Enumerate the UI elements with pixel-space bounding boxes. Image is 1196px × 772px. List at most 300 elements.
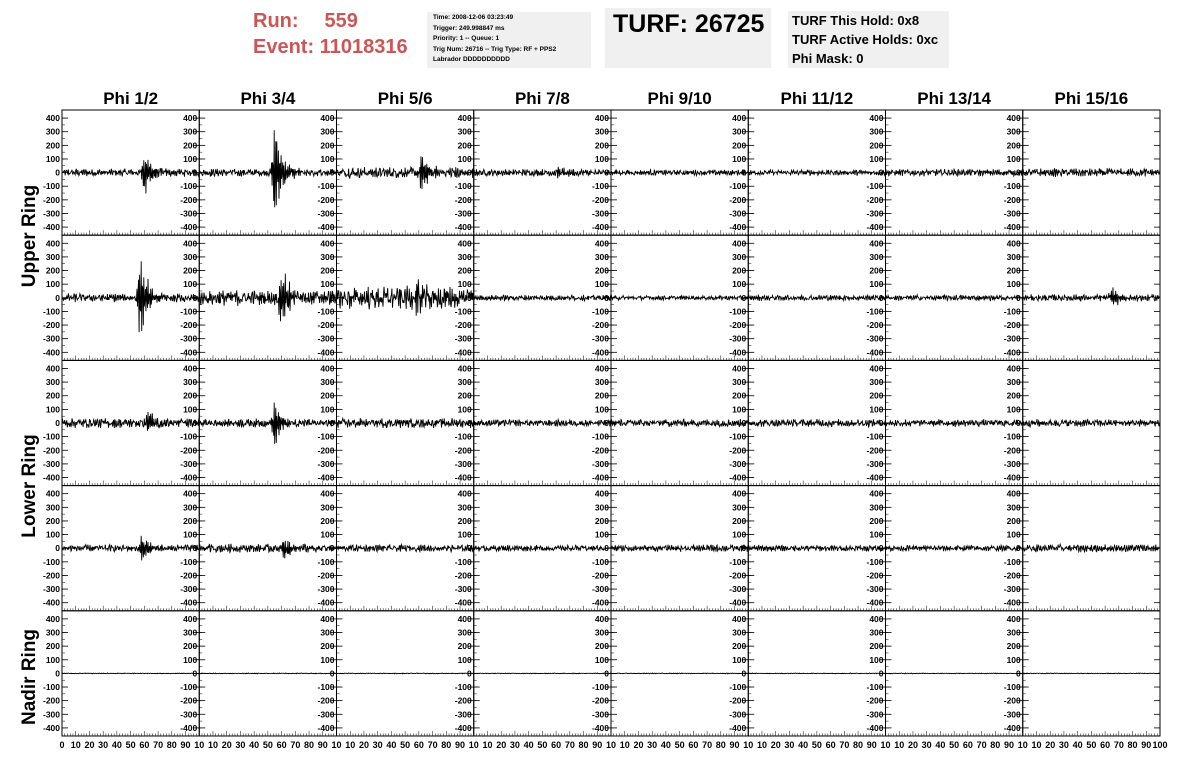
y-tick-label: -300 bbox=[866, 333, 884, 344]
y-tick-label: 0 bbox=[329, 292, 335, 303]
y-tick-label: 400 bbox=[457, 238, 472, 249]
y-tick-label: -100 bbox=[1003, 181, 1021, 192]
y-tick-label: 0 bbox=[192, 167, 198, 178]
x-tick-label: 10 bbox=[1017, 740, 1028, 750]
waveform-trace bbox=[611, 673, 748, 674]
y-tick-label: 400 bbox=[1006, 238, 1021, 249]
x-tick-label: 40 bbox=[1072, 740, 1083, 750]
y-tick-label: 400 bbox=[869, 238, 884, 249]
column-header: Phi 5/6 bbox=[377, 89, 433, 108]
x-tick-label: 80 bbox=[166, 740, 177, 750]
x-tick-label: 80 bbox=[715, 740, 726, 750]
y-tick-label: 100 bbox=[457, 529, 472, 540]
y-tick-label: 200 bbox=[183, 140, 198, 151]
y-tick-label: 400 bbox=[1006, 113, 1021, 124]
y-tick-label: 100 bbox=[594, 279, 609, 290]
y-tick-label: -200 bbox=[729, 695, 747, 706]
y-tick-label: 200 bbox=[732, 641, 747, 652]
waveform-trace bbox=[199, 673, 336, 674]
x-tick-label: 20 bbox=[907, 740, 918, 750]
y-tick-label: 100 bbox=[869, 153, 884, 164]
x-tick-label: 90 bbox=[1004, 740, 1015, 750]
y-tick-label: 100 bbox=[45, 279, 60, 290]
y-tick-label: 400 bbox=[457, 613, 472, 624]
y-tick-label: -400 bbox=[180, 472, 198, 483]
waveform-trace bbox=[1023, 419, 1160, 427]
y-tick-label: 300 bbox=[594, 126, 609, 137]
y-tick-label: -300 bbox=[1003, 458, 1021, 469]
y-tick-label: 100 bbox=[183, 654, 198, 665]
y-tick-label: 400 bbox=[732, 613, 747, 624]
x-tick-label: 20 bbox=[770, 740, 781, 750]
waveform-trace bbox=[62, 261, 199, 332]
x-tick-label: 50 bbox=[674, 740, 685, 750]
y-tick-label: 400 bbox=[869, 113, 884, 124]
y-tick-label: -400 bbox=[1003, 472, 1021, 483]
y-tick-label: -400 bbox=[42, 472, 60, 483]
y-tick-label: -400 bbox=[317, 722, 335, 733]
y-tick-label: -200 bbox=[42, 320, 60, 331]
y-tick-label: 0 bbox=[741, 543, 747, 554]
y-tick-label: 300 bbox=[1006, 627, 1021, 638]
y-tick-label: -300 bbox=[591, 458, 609, 469]
y-tick-label: -300 bbox=[42, 709, 60, 720]
y-tick-label: -400 bbox=[454, 472, 472, 483]
y-tick-label: 300 bbox=[1006, 502, 1021, 513]
ring-label-upper: Upper Ring bbox=[19, 184, 40, 288]
y-tick-label: -200 bbox=[42, 194, 60, 205]
y-tick-label: 0 bbox=[741, 418, 747, 428]
y-tick-label: 100 bbox=[183, 404, 198, 415]
y-tick-label: 0 bbox=[604, 292, 609, 303]
y-tick-label: 0 bbox=[878, 292, 884, 303]
info-trignum: Trig Num: 26716 -- Trig Type: RF + PPS2 bbox=[433, 45, 557, 53]
column-header: Phi 9/10 bbox=[647, 89, 712, 108]
x-tick-label: 10 bbox=[756, 740, 767, 750]
waveform-trace bbox=[62, 412, 199, 431]
y-tick-label: 300 bbox=[183, 627, 198, 638]
waveform-trace bbox=[611, 167, 748, 178]
y-tick-label: 0 bbox=[55, 167, 60, 178]
y-tick-label: 100 bbox=[732, 654, 747, 665]
y-tick-label: -300 bbox=[729, 584, 747, 595]
y-tick-label: -100 bbox=[866, 682, 884, 693]
y-tick-label: 400 bbox=[594, 238, 609, 249]
info-trigger: Trigger: 249.998847 ms bbox=[433, 24, 505, 32]
waveform-trace bbox=[611, 419, 748, 427]
y-tick-label: -200 bbox=[591, 194, 609, 205]
y-tick-label: 300 bbox=[732, 502, 747, 513]
x-tick-label: 60 bbox=[688, 740, 699, 750]
y-tick-label: 200 bbox=[320, 265, 335, 276]
y-tick-label: -400 bbox=[1003, 347, 1021, 358]
y-tick-label: 200 bbox=[457, 641, 472, 652]
x-tick-label: 10 bbox=[743, 740, 754, 750]
y-tick-label: -200 bbox=[454, 570, 472, 581]
y-tick-label: -300 bbox=[866, 208, 884, 219]
y-tick-label: 400 bbox=[45, 363, 60, 374]
y-tick-label: 400 bbox=[320, 488, 335, 499]
x-tick-label: 60 bbox=[825, 740, 836, 750]
y-tick-label: 200 bbox=[869, 641, 884, 652]
y-tick-label: -400 bbox=[591, 222, 609, 233]
y-tick-label: 100 bbox=[320, 529, 335, 540]
y-tick-label: -200 bbox=[454, 445, 472, 456]
x-tick-label: 20 bbox=[358, 740, 369, 750]
y-tick-label: 300 bbox=[869, 627, 884, 638]
y-tick-label: 100 bbox=[45, 654, 60, 665]
y-tick-label: -200 bbox=[1003, 695, 1021, 706]
y-tick-label: 0 bbox=[329, 668, 335, 679]
y-tick-label: 200 bbox=[320, 140, 335, 151]
y-tick-label: 400 bbox=[732, 488, 747, 499]
y-tick-label: -300 bbox=[317, 458, 335, 469]
y-tick-label: 300 bbox=[869, 377, 884, 388]
y-tick-label: -100 bbox=[180, 306, 198, 317]
x-tick-label: 30 bbox=[509, 740, 520, 750]
y-tick-label: -300 bbox=[180, 584, 198, 595]
y-tick-label: 200 bbox=[1006, 265, 1021, 276]
y-tick-label: 100 bbox=[1006, 529, 1021, 540]
y-tick-label: 400 bbox=[183, 363, 198, 374]
y-tick-label: 0 bbox=[604, 543, 609, 554]
x-tick-label: 40 bbox=[798, 740, 809, 750]
waveform-trace bbox=[611, 296, 748, 301]
turf-this-hold: TURF This Hold: 0x8 bbox=[792, 13, 920, 28]
x-tick-label: 20 bbox=[496, 740, 507, 750]
x-tick-label: 40 bbox=[660, 740, 671, 750]
y-tick-label: -300 bbox=[317, 709, 335, 720]
y-tick-label: -200 bbox=[591, 320, 609, 331]
y-tick-label: -200 bbox=[180, 320, 198, 331]
y-tick-label: 300 bbox=[869, 126, 884, 137]
y-tick-label: 300 bbox=[183, 251, 198, 262]
y-tick-label: -100 bbox=[454, 181, 472, 192]
y-tick-label: 100 bbox=[457, 279, 472, 290]
x-tick-label: 80 bbox=[441, 740, 452, 750]
y-tick-label: -100 bbox=[317, 556, 335, 567]
y-tick-label: 400 bbox=[1006, 363, 1021, 374]
y-tick-label: 300 bbox=[320, 126, 335, 137]
x-tick-label: 30 bbox=[1058, 740, 1069, 750]
y-tick-label: 0 bbox=[1016, 668, 1021, 679]
waveform-trace bbox=[886, 543, 1023, 554]
event-value: 11018316 bbox=[319, 36, 408, 58]
x-tick-label: 60 bbox=[962, 740, 973, 750]
y-tick-label: -300 bbox=[180, 458, 198, 469]
y-tick-label: 400 bbox=[732, 238, 747, 249]
y-tick-label: 400 bbox=[45, 238, 60, 249]
y-tick-label: 100 bbox=[1006, 404, 1021, 415]
y-tick-label: -400 bbox=[591, 347, 609, 358]
y-tick-label: 300 bbox=[594, 502, 609, 513]
y-tick-label: -400 bbox=[866, 722, 884, 733]
y-tick-label: 200 bbox=[732, 515, 747, 526]
y-tick-label: -200 bbox=[180, 570, 198, 581]
y-tick-label: 200 bbox=[732, 140, 747, 151]
x-tick-label: 30 bbox=[921, 740, 932, 750]
x-tick-label: 70 bbox=[427, 740, 438, 750]
info-time: Time: 2008-12-06 03:23:49 bbox=[433, 14, 514, 21]
y-tick-label: 0 bbox=[741, 668, 747, 679]
y-tick-label: -300 bbox=[1003, 333, 1021, 344]
y-tick-label: -300 bbox=[729, 333, 747, 344]
y-tick-label: -100 bbox=[591, 306, 609, 317]
waveform-trace bbox=[62, 160, 199, 194]
waveform-trace bbox=[1023, 544, 1160, 552]
y-tick-label: -200 bbox=[42, 570, 60, 581]
x-tick-label: 80 bbox=[853, 740, 864, 750]
y-tick-label: -300 bbox=[866, 709, 884, 720]
x-tick-label: 90 bbox=[317, 740, 328, 750]
x-tick-label: 20 bbox=[1045, 740, 1056, 750]
y-tick-label: 400 bbox=[320, 613, 335, 624]
waveform-trace bbox=[748, 543, 885, 554]
y-tick-label: 100 bbox=[732, 279, 747, 290]
y-tick-label: -200 bbox=[729, 194, 747, 205]
y-tick-label: -200 bbox=[317, 194, 335, 205]
y-tick-label: 0 bbox=[192, 292, 198, 303]
y-tick-label: 400 bbox=[1006, 488, 1021, 499]
x-tick-label: 10 bbox=[605, 740, 617, 750]
x-tick-label: 10 bbox=[331, 740, 342, 750]
waveform-trace bbox=[199, 274, 336, 322]
y-tick-label: 200 bbox=[45, 390, 60, 401]
y-tick-label: 200 bbox=[594, 515, 609, 526]
y-tick-label: 400 bbox=[457, 113, 472, 124]
y-tick-label: 400 bbox=[45, 488, 60, 499]
y-tick-label: 400 bbox=[320, 113, 335, 124]
y-tick-label: 0 bbox=[467, 418, 472, 428]
y-tick-label: -100 bbox=[42, 181, 60, 192]
y-tick-label: -100 bbox=[1003, 431, 1021, 442]
y-tick-label: -300 bbox=[42, 458, 60, 469]
x-tick-label: 60 bbox=[1100, 740, 1111, 750]
y-tick-label: 300 bbox=[183, 502, 198, 513]
x-tick-label: 80 bbox=[578, 740, 589, 750]
y-tick-label: 200 bbox=[869, 515, 884, 526]
waveform-trace bbox=[199, 130, 336, 207]
y-tick-label: -300 bbox=[1003, 709, 1021, 720]
y-tick-label: 0 bbox=[1016, 292, 1021, 303]
y-tick-label: -100 bbox=[591, 556, 609, 567]
y-tick-label: -400 bbox=[729, 722, 747, 733]
y-tick-label: 300 bbox=[732, 627, 747, 638]
y-tick-label: -300 bbox=[317, 584, 335, 595]
y-tick-label: 300 bbox=[457, 502, 472, 513]
y-tick-label: 200 bbox=[869, 390, 884, 401]
x-tick-label: 60 bbox=[551, 740, 562, 750]
y-tick-label: -400 bbox=[180, 222, 198, 233]
y-tick-label: -100 bbox=[42, 306, 60, 317]
waveform-trace bbox=[748, 673, 885, 674]
y-tick-label: -400 bbox=[729, 597, 747, 608]
y-tick-label: 200 bbox=[183, 265, 198, 276]
y-tick-label: 300 bbox=[869, 502, 884, 513]
y-tick-label: -400 bbox=[42, 722, 60, 733]
x-tick-label: 90 bbox=[866, 740, 877, 750]
y-tick-label: 200 bbox=[457, 515, 472, 526]
y-tick-label: 400 bbox=[183, 113, 198, 124]
y-tick-label: 0 bbox=[741, 167, 747, 178]
y-tick-label: -100 bbox=[317, 431, 335, 442]
x-tick-label: 30 bbox=[784, 740, 795, 750]
ring-label-lower: Lower Ring bbox=[19, 434, 40, 538]
y-tick-label: 0 bbox=[329, 167, 335, 178]
y-tick-label: -400 bbox=[866, 347, 884, 358]
x-tick-label: 30 bbox=[647, 740, 658, 750]
y-tick-label: -200 bbox=[591, 570, 609, 581]
x-tick-label: 50 bbox=[262, 740, 273, 750]
y-tick-label: -300 bbox=[180, 333, 198, 344]
y-tick-label: -200 bbox=[729, 320, 747, 331]
y-tick-label: -100 bbox=[866, 556, 884, 567]
x-tick-label: 90 bbox=[592, 740, 603, 750]
waveform-trace bbox=[62, 536, 199, 561]
x-tick-label: 10 bbox=[194, 740, 205, 750]
waveform-trace bbox=[337, 673, 474, 674]
y-tick-label: 100 bbox=[183, 153, 198, 164]
y-tick-label: 0 bbox=[55, 543, 60, 554]
y-tick-label: 300 bbox=[1006, 251, 1021, 262]
y-tick-label: -100 bbox=[454, 306, 472, 317]
y-tick-label: 200 bbox=[457, 390, 472, 401]
y-tick-label: 0 bbox=[878, 418, 884, 428]
y-tick-label: 0 bbox=[1016, 167, 1021, 178]
y-tick-label: 0 bbox=[878, 543, 884, 554]
column-header: Phi 1/2 bbox=[103, 89, 159, 108]
waveform-trace bbox=[611, 545, 748, 552]
y-tick-label: 100 bbox=[320, 279, 335, 290]
y-tick-label: 300 bbox=[732, 377, 747, 388]
y-tick-label: 100 bbox=[594, 654, 609, 665]
y-tick-label: -100 bbox=[180, 181, 198, 192]
y-tick-label: -400 bbox=[866, 472, 884, 483]
y-tick-label: -300 bbox=[729, 458, 747, 469]
waveform-trace bbox=[474, 167, 611, 179]
y-tick-label: -200 bbox=[180, 695, 198, 706]
y-tick-label: 400 bbox=[594, 113, 609, 124]
y-tick-label: -400 bbox=[317, 347, 335, 358]
x-tick-label: 30 bbox=[372, 740, 383, 750]
y-tick-label: -400 bbox=[729, 222, 747, 233]
x-tick-label: 10 bbox=[1031, 740, 1042, 750]
y-tick-label: 300 bbox=[320, 251, 335, 262]
y-tick-label: 100 bbox=[594, 153, 609, 164]
info-priority: Priority: 1 -- Queue: 1 bbox=[433, 35, 500, 42]
y-tick-label: 300 bbox=[594, 627, 609, 638]
y-tick-label: 300 bbox=[45, 502, 60, 513]
y-tick-label: -100 bbox=[591, 682, 609, 693]
column-header: Phi 13/14 bbox=[917, 89, 991, 108]
x-tick-label: 20 bbox=[84, 740, 95, 750]
x-tick-label: 50 bbox=[537, 740, 548, 750]
x-tick-label: 40 bbox=[523, 740, 534, 750]
y-tick-label: 400 bbox=[1006, 613, 1021, 624]
y-tick-label: 100 bbox=[320, 153, 335, 164]
y-tick-label: -200 bbox=[42, 695, 60, 706]
y-tick-label: 0 bbox=[467, 543, 472, 554]
y-tick-label: 100 bbox=[869, 404, 884, 415]
y-tick-label: 200 bbox=[732, 390, 747, 401]
y-tick-label: 0 bbox=[878, 167, 884, 178]
y-tick-label: 200 bbox=[45, 515, 60, 526]
column-header: Phi 7/8 bbox=[514, 89, 570, 108]
y-tick-label: 400 bbox=[45, 613, 60, 624]
y-tick-label: -200 bbox=[1003, 445, 1021, 456]
y-tick-label: -400 bbox=[729, 472, 747, 483]
y-tick-label: 0 bbox=[1016, 418, 1021, 428]
x-tick-label: 40 bbox=[935, 740, 946, 750]
x-tick-label: 50 bbox=[1086, 740, 1097, 750]
y-tick-label: 0 bbox=[55, 418, 60, 428]
y-tick-label: -100 bbox=[42, 431, 60, 442]
y-tick-label: -100 bbox=[454, 682, 472, 693]
x-tick-label: 70 bbox=[1113, 740, 1124, 750]
y-tick-label: -100 bbox=[1003, 306, 1021, 317]
y-tick-label: -200 bbox=[454, 320, 472, 331]
y-tick-label: 100 bbox=[1006, 654, 1021, 665]
y-tick-label: -100 bbox=[317, 181, 335, 192]
y-tick-label: 200 bbox=[183, 515, 198, 526]
y-tick-label: 100 bbox=[320, 654, 335, 665]
y-tick-label: -200 bbox=[317, 320, 335, 331]
y-tick-label: -400 bbox=[42, 597, 60, 608]
x-tick-label: 90 bbox=[455, 740, 466, 750]
y-tick-label: 0 bbox=[878, 668, 884, 679]
waveform-trace bbox=[337, 418, 474, 428]
y-tick-label: -300 bbox=[454, 709, 472, 720]
y-tick-label: -300 bbox=[866, 458, 884, 469]
y-tick-label: -200 bbox=[866, 570, 884, 581]
y-tick-label: 0 bbox=[604, 418, 609, 428]
y-tick-label: 300 bbox=[732, 126, 747, 137]
y-tick-label: -300 bbox=[42, 208, 60, 219]
y-tick-label: 300 bbox=[183, 126, 198, 137]
x-tick-label: 70 bbox=[153, 740, 164, 750]
y-tick-label: -300 bbox=[729, 208, 747, 219]
y-tick-label: 400 bbox=[594, 613, 609, 624]
y-tick-label: 300 bbox=[594, 377, 609, 388]
y-tick-label: -300 bbox=[454, 208, 472, 219]
x-tick-label: 10 bbox=[894, 740, 905, 750]
y-tick-label: -100 bbox=[729, 181, 747, 192]
y-tick-label: 200 bbox=[45, 265, 60, 276]
x-tick-label: 70 bbox=[976, 740, 987, 750]
y-tick-label: 400 bbox=[320, 238, 335, 249]
x-tick-label: 20 bbox=[221, 740, 232, 750]
y-tick-label: -100 bbox=[42, 556, 60, 567]
run-value: 559 bbox=[324, 10, 358, 32]
x-tick-label: 0 bbox=[59, 740, 65, 750]
y-tick-label: -400 bbox=[1003, 222, 1021, 233]
y-tick-label: 100 bbox=[594, 529, 609, 540]
y-tick-label: -300 bbox=[729, 709, 747, 720]
y-tick-label: -200 bbox=[729, 570, 747, 581]
y-tick-label: -200 bbox=[180, 445, 198, 456]
waveform-trace bbox=[474, 543, 611, 554]
y-tick-label: 100 bbox=[732, 404, 747, 415]
y-tick-label: 0 bbox=[467, 292, 472, 303]
y-tick-label: -400 bbox=[1003, 722, 1021, 733]
waveform-trace bbox=[886, 169, 1023, 176]
waveform-trace bbox=[474, 673, 611, 674]
y-tick-label: 400 bbox=[594, 488, 609, 499]
y-tick-label: -400 bbox=[317, 472, 335, 483]
y-tick-label: -400 bbox=[454, 222, 472, 233]
y-tick-label: -200 bbox=[42, 445, 60, 456]
y-tick-label: 200 bbox=[1006, 140, 1021, 151]
